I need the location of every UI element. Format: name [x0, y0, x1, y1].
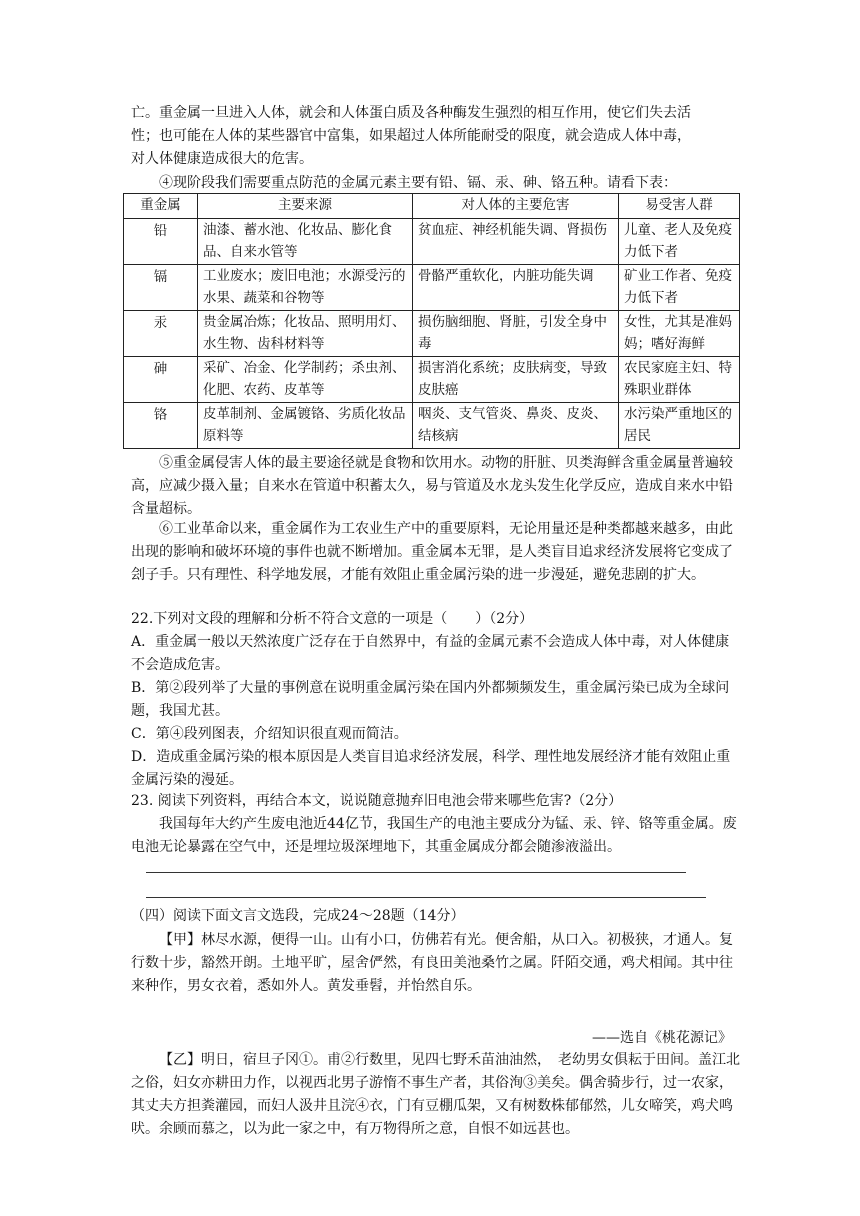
table-row: [124, 357, 740, 403]
passage-yi: 【乙】明日，宿旦子冈①。甫②行数里，见四七野禾苗油油然， 老幼男女俱耘于田间。盖江北之俗，妇女亦耕田力作，以视西北男子游惰不事生产者，其俗洵③美矣。偶舍骑步行，过一农家，其丈夫方担粪灌园，而妇人汲井且浣④衣，门有豆棚瓜架，又有树数株郁郁然，儿女啼笑，鸡犬鸣吠。余顾而慕之，以为此一家之中，有万物得所之意，自恨不如远甚也。: [131, 1052, 740, 1137]
table-row: [124, 403, 740, 449]
group-cell: 女性，尤其是准妈妈；嗜好海鲜: [619, 311, 740, 357]
harm-cell: 骨骼严重软化，内脏功能失调: [413, 265, 619, 311]
harm-cell: 咽炎、支气管炎、鼻炎、皮炎、结核病: [413, 403, 619, 449]
group-cell: 水污染严重地区的居民: [619, 403, 740, 449]
group-cell: 矿业工作者、免疫力低下者: [619, 265, 740, 311]
intro-line: 性；也可能在人体的某些器官中富集，如果超过人体所能耐受的限度，就会造成人体中毒，: [131, 128, 691, 144]
table-header-cell: 重金属: [124, 194, 198, 219]
source-cell: 采矿、冶金、化学制药；杀虫剂、化肥、农药、皮革等: [198, 357, 413, 403]
group-cell: 儿童、老人及免疫力低下者: [619, 219, 740, 265]
table-row: [124, 219, 740, 265]
metal-cell: 砷: [124, 357, 198, 403]
paragraph-5: ⑤重金属侵害人体的最主要途径就是食物和饮用水。动物的肝脏、贝类海鲜含重金属量普遍较高，应减少摄入量；自来水在管道中积蓄太久，易与管道及水龙头发生化学反应，造成自来水中铅含量超标。: [131, 455, 733, 517]
paragraph-6: ⑥工业革命以来，重金属作为工农业生产中的重要原料，无论用量还是种类都越来越多，由此出现的影响和破坏环境的事件也就不断增加。重金属本无罪，是人类盲目追求经济发展将它变成了刽子手。只有理性、科学地发展，才能有效阻止重金属污染的进一步漫延，避免悲剧的扩大。: [131, 521, 733, 583]
table-row: [124, 265, 740, 311]
table-header-cell: 易受害人群: [619, 194, 740, 219]
source-cell: 油漆、蓄水池、化妆品、膨化食品、自来水管等: [198, 219, 413, 265]
intro-paragraph: [131, 102, 741, 171]
question-22: [131, 608, 741, 792]
paragraph-4: ④现阶段我们需要重点防范的金属元素主要有铅、镉、汞、砷、铬五种。请看下表：: [159, 175, 677, 191]
option-b: B．第②段列举了大量的事例意在说明重金属污染在国内外都频频发生，重金属污染已成为全球问题，我国尤甚。: [131, 680, 730, 719]
source-cell: 皮革制剂、金属镀铬、劣质化妆品原料等: [198, 403, 413, 449]
heavy-metal-table: [123, 193, 740, 449]
metal-cell: 铅: [124, 219, 198, 265]
group-cell: 农民家庭主妇、特殊职业群体: [619, 357, 740, 403]
harm-cell: 损害消化系统；皮肤病变，导致皮肤癌: [413, 357, 619, 403]
answer-line[interactable]: [146, 897, 706, 898]
metal-cell: 汞: [124, 311, 198, 357]
metal-cell: 铬: [124, 403, 198, 449]
table-row: [124, 311, 740, 357]
section-4-heading: （四）阅读下面文言文选段，完成24～28题（14分）: [131, 908, 465, 924]
passage-jia: 【甲】林尽水源，便得一山。山有小口，仿佛若有光。便舍船，从口入。初极狭，才通人。复行数十步，豁然开朗。土地平旷，屋舍俨然，有良田美池桑竹之属。阡陌交通，鸡犬相闻。其中往来种作，男女衣着，悉如外人。黄发垂髫，并怡然自乐。: [131, 932, 733, 994]
source-cell: 工业废水；废旧电池；水源受污的水果、蔬菜和谷物等: [198, 265, 413, 311]
intro-line: 亡。重金属一旦进入人体，就会和人体蛋白质及各种酶发生强烈的相互作用，使它们失去活: [131, 105, 691, 121]
table-header-cell: 对人体的主要危害: [413, 194, 619, 219]
passage-jia-source: ——选自《桃花源记》: [592, 1030, 732, 1046]
option-a: A．重金属一般以天然浓度广泛存在于自然界中，有益的金属元素不会造成人体中毒，对人体健康不会造成危害。: [131, 634, 730, 673]
harm-cell: 贫血症、神经机能失调、肾损伤: [413, 219, 619, 265]
table-header-row: [124, 194, 740, 219]
option-c: C．第④段列图表，介绍知识很直观而简洁。: [131, 726, 408, 742]
question-stem: 23. 阅读下列资料，再结合本文，说说随意抛弃旧电池会带来哪些危害?（2分）: [131, 793, 623, 809]
question-stem: 22.下列对文段的理解和分析不符合文意的一项是（ ）（2分）: [131, 611, 534, 627]
question-23: [131, 790, 741, 859]
metal-cell: 镉: [124, 265, 198, 311]
intro-line: 对人体健康造成很大的危害。: [131, 151, 313, 167]
question-material: 我国每年大约产生废电池近44亿节，我国生产的电池主要成分为锰、汞、锌、铬等重金属。废电池无论暴露在空气中，还是埋垃圾深埋地下，其重金属成分都会随渗液溢出。: [131, 816, 737, 855]
source-cell: 贵金属冶炼；化妆品、照明用灯、水生物、齿科材料等: [198, 311, 413, 357]
answer-line[interactable]: [146, 872, 686, 873]
option-d: D．造成重金属污染的根本原因是人类盲目追求经济发展，科学、理性地发展经济才能有效阻止重金属污染的漫延。: [131, 749, 731, 788]
harm-cell: 损伤脑细胞、肾脏，引发全身中毒: [413, 311, 619, 357]
table-header-cell: 主要来源: [198, 194, 413, 219]
